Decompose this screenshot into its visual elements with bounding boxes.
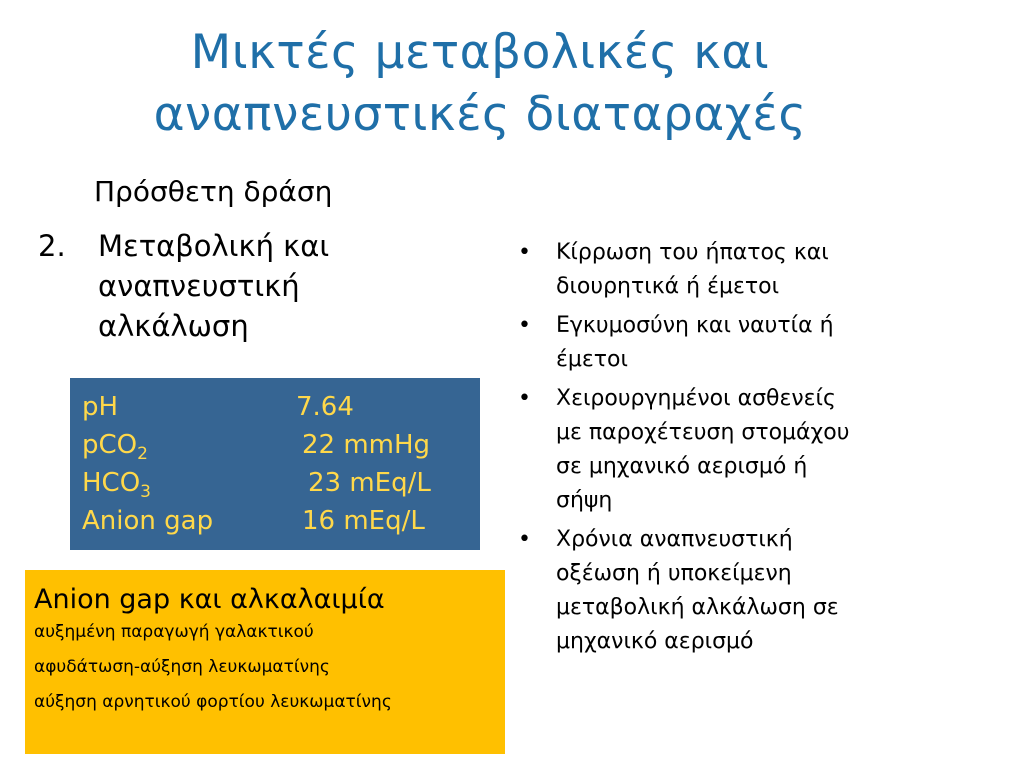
item-text-line: αναπνευστική bbox=[98, 269, 300, 303]
anion-box-title: Anion gap και αλκαλαιμία bbox=[34, 584, 385, 615]
gas-label: pH bbox=[82, 392, 119, 422]
bullet-list bbox=[518, 236, 978, 664]
gas-row-ph bbox=[70, 388, 480, 426]
bullet-line: έμετοι bbox=[556, 347, 628, 372]
item-text-line: Μεταβολική και bbox=[98, 229, 330, 263]
bullet-line: διουρητικά ή έμετοι bbox=[556, 274, 780, 299]
gas-row-hco3 bbox=[70, 464, 480, 502]
gas-row-anion-gap bbox=[70, 502, 480, 540]
blood-gas-box bbox=[70, 378, 480, 550]
title-line-1: Μικτές μεταβολικές και bbox=[190, 25, 770, 80]
gas-label: pCO$_2$ bbox=[82, 430, 148, 465]
item-text bbox=[98, 226, 458, 346]
gas-value: 22 mmHg bbox=[302, 430, 431, 460]
gas-label: $HCO_3$ bbox=[82, 468, 151, 503]
gas-value: 16 mEq/L bbox=[302, 506, 425, 536]
gas-label: Anion gap bbox=[82, 506, 214, 536]
bullet-line: οξέωση ή υποκείμενη bbox=[556, 561, 792, 586]
item-number: 2. bbox=[38, 229, 66, 263]
bullet-line: με παροχέτευση στομάχου bbox=[556, 420, 850, 445]
bullet-line: Χειρουργημένοι ασθενείς bbox=[556, 386, 836, 411]
bullet-line: σήψη bbox=[556, 488, 613, 513]
bullet-dot: • bbox=[518, 240, 531, 265]
anion-box-line: αύξηση αρνητικού φορτίου λευκωματίνης bbox=[34, 692, 392, 712]
bullet-item bbox=[518, 309, 978, 377]
slide-title bbox=[0, 22, 960, 146]
title-line-2: αναπνευστικές διαταραχές bbox=[153, 87, 807, 142]
gas-value: 23 mEq/L bbox=[308, 468, 431, 498]
bullet-line: σε μηχανικό αερισμό ή bbox=[556, 454, 808, 479]
bullet-dot: • bbox=[518, 527, 531, 552]
bullet-line: Κίρρωση του ήπατος και bbox=[556, 240, 829, 265]
gas-value: 7.64 bbox=[296, 392, 354, 422]
bullet-item bbox=[518, 523, 978, 659]
bullet-dot: • bbox=[518, 386, 531, 411]
bullet-item bbox=[518, 382, 978, 518]
bullet-dot: • bbox=[518, 313, 531, 338]
anion-box-line: αυξημένη παραγωγή γαλακτικού bbox=[34, 622, 314, 642]
bullet-line: μηχανικό αερισμό bbox=[556, 629, 754, 654]
subheading: Πρόσθετη δράση bbox=[94, 175, 333, 208]
item-text-line: αλκάλωση bbox=[98, 309, 249, 343]
bullet-line: Εγκυμοσύνη και ναυτία ή bbox=[556, 313, 834, 338]
bullet-line: μεταβολική αλκάλωση σε bbox=[556, 595, 839, 620]
bullet-line: Χρόνια αναπνευστική bbox=[556, 527, 793, 552]
anion-gap-box bbox=[25, 570, 505, 754]
gas-row-pco2 bbox=[70, 426, 480, 464]
bullet-item bbox=[518, 236, 978, 304]
anion-box-line: αφυδάτωση-αύξηση λευκωματίνης bbox=[34, 657, 330, 677]
